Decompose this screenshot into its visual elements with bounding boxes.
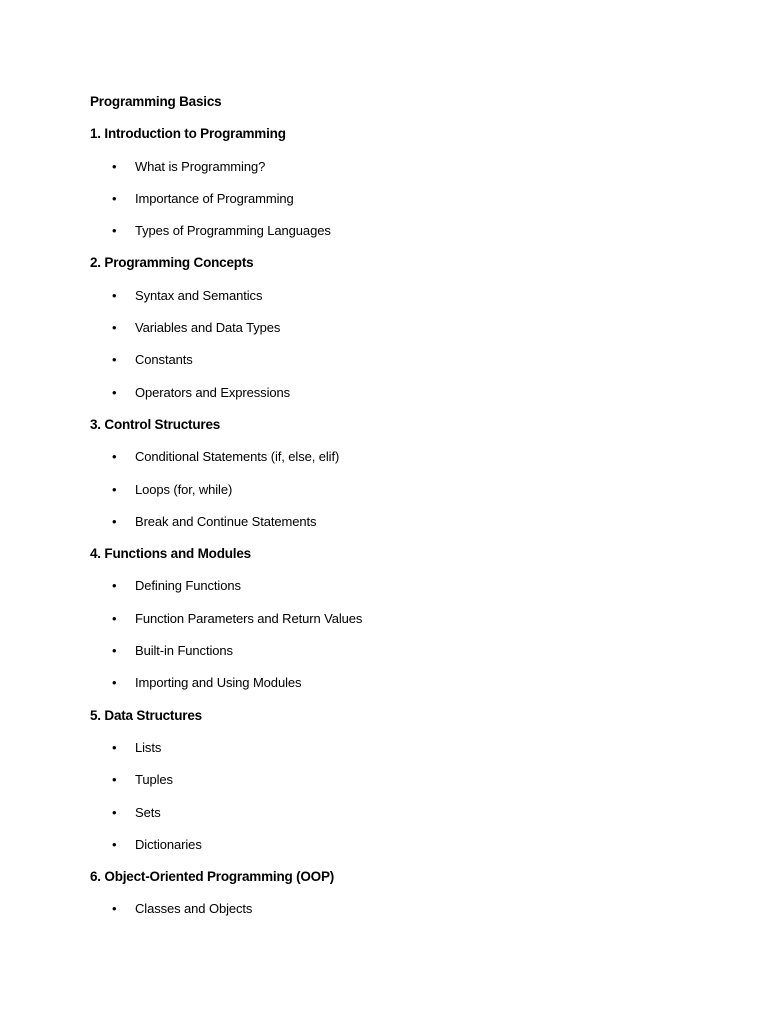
list-item <box>90 574 690 598</box>
bullet-icon: • <box>112 384 117 400</box>
list-item <box>90 219 690 243</box>
list-item-text: Operators and Expressions <box>135 384 291 400</box>
section <box>90 251 690 404</box>
bullet-list <box>90 445 690 534</box>
document-title: Programming Basics <box>90 94 222 109</box>
section-heading: 2. Programming Concepts <box>90 255 254 271</box>
bullet-icon: • <box>112 804 117 820</box>
section <box>90 122 690 243</box>
list-item <box>90 639 690 663</box>
list-item-text: Built-in Functions <box>135 643 233 659</box>
bullet-list <box>90 574 690 695</box>
list-item-text: Lists <box>135 739 162 755</box>
bullet-icon: • <box>112 190 117 206</box>
list-item-text: Defining Functions <box>135 578 241 594</box>
section-heading: 5. Data Structures <box>90 707 202 723</box>
bullet-icon: • <box>112 287 117 303</box>
list-item-text: Classes and Objects <box>135 901 253 917</box>
list-item-text: What is Programming? <box>135 158 266 174</box>
list-item <box>90 348 690 372</box>
bullet-icon: • <box>112 513 117 529</box>
bullet-icon: • <box>112 481 117 497</box>
list-item <box>90 833 690 857</box>
section <box>90 413 690 534</box>
section <box>90 704 690 857</box>
list-item-text: Syntax and Semantics <box>135 287 263 303</box>
bullet-icon: • <box>112 449 117 465</box>
list-item-text: Loops (for, while) <box>135 481 233 497</box>
list-item <box>90 768 690 792</box>
bullet-icon: • <box>112 772 117 788</box>
section <box>90 542 690 695</box>
list-item <box>90 510 690 534</box>
list-item-text: Sets <box>135 804 161 820</box>
list-item-text: Function Parameters and Return Values <box>135 610 363 626</box>
bullet-icon: • <box>112 223 117 239</box>
list-item <box>90 801 690 825</box>
list-item-text: Constants <box>135 352 193 368</box>
list-item-text: Break and Continue Statements <box>135 513 317 529</box>
list-item-text: Types of Programming Languages <box>135 223 331 239</box>
sections-container <box>90 122 690 921</box>
bullet-list <box>90 736 690 857</box>
list-item <box>90 671 690 695</box>
bullet-icon: • <box>112 158 117 174</box>
list-item-text: Variables and Data Types <box>135 320 281 336</box>
section <box>90 865 690 921</box>
bullet-icon: • <box>112 643 117 659</box>
bullet-list <box>90 897 690 921</box>
document-page <box>90 90 690 930</box>
section-heading: 3. Control Structures <box>90 416 221 432</box>
list-item <box>90 445 690 469</box>
list-item <box>90 316 690 340</box>
bullet-icon: • <box>112 675 117 691</box>
section-heading: 6. Object-Oriented Programming (OOP) <box>90 869 335 885</box>
bullet-icon: • <box>112 578 117 594</box>
list-item-text: Dictionaries <box>135 836 202 852</box>
list-item <box>90 736 690 760</box>
bullet-icon: • <box>112 610 117 626</box>
list-item <box>90 897 690 921</box>
bullet-list <box>90 155 690 244</box>
bullet-icon: • <box>112 739 117 755</box>
list-item <box>90 607 690 631</box>
list-item <box>90 478 690 502</box>
list-item <box>90 381 690 405</box>
bullet-list <box>90 284 690 405</box>
bullet-icon: • <box>112 901 117 917</box>
list-item-text: Importance of Programming <box>135 190 294 206</box>
bullet-icon: • <box>112 320 117 336</box>
list-item <box>90 284 690 308</box>
bullet-icon: • <box>112 352 117 368</box>
list-item <box>90 155 690 179</box>
section-heading: 4. Functions and Modules <box>90 546 251 562</box>
list-item-text: Importing and Using Modules <box>135 675 302 691</box>
list-item-text: Tuples <box>135 772 173 788</box>
bullet-icon: • <box>112 836 117 852</box>
list-item-text: Conditional Statements (if, else, elif) <box>135 449 340 465</box>
list-item <box>90 187 690 211</box>
section-heading: 1. Introduction to Programming <box>90 126 286 142</box>
